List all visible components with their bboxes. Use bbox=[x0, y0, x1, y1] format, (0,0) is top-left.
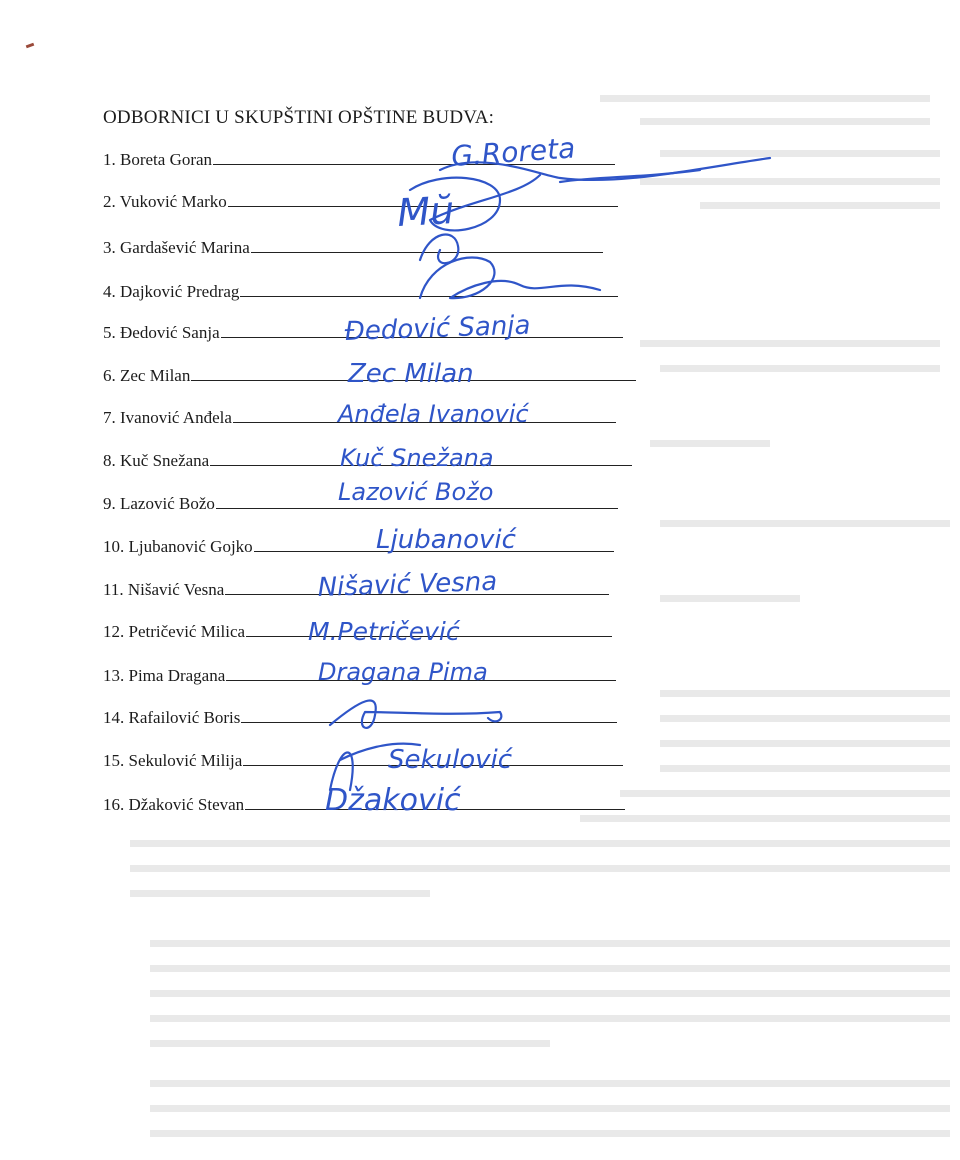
member-name: 3. Gardašević Marina bbox=[103, 238, 250, 257]
member-name: 9. Lazović Božo bbox=[103, 494, 215, 513]
signature-line bbox=[210, 451, 632, 466]
signature-petricevic: M.Petričević bbox=[308, 617, 460, 646]
document-title: ODBORNICI U SKUPŠTINI OPŠTINE BUDVA: bbox=[103, 107, 495, 128]
member-name: 12. Petričević Milica bbox=[103, 622, 246, 641]
member-name: 15. Sekulović Milija bbox=[103, 751, 243, 770]
signature-line bbox=[226, 666, 616, 681]
signature-line bbox=[213, 150, 615, 165]
member-row bbox=[103, 408, 616, 428]
signature-sekulovic: Sekulović bbox=[388, 745, 513, 775]
member-row bbox=[103, 622, 612, 642]
member-name: 1. Boreta Goran bbox=[103, 150, 213, 169]
member-row bbox=[103, 537, 614, 557]
signature-vukovic: Mŭ bbox=[396, 188, 456, 235]
signature-line bbox=[225, 580, 609, 595]
member-row bbox=[103, 238, 603, 258]
signature-lazovic: Lazović Božo bbox=[338, 478, 494, 506]
member-row bbox=[103, 366, 636, 386]
member-row bbox=[103, 451, 632, 471]
member-row bbox=[103, 751, 623, 771]
member-name: 8. Kuč Snežana bbox=[103, 451, 210, 470]
signature-line bbox=[233, 408, 616, 423]
signature-line bbox=[216, 494, 618, 509]
member-row bbox=[103, 666, 616, 686]
signature-ljubanovic: Ljubanović bbox=[376, 525, 516, 555]
member-row bbox=[103, 708, 617, 728]
signature-nisavic: Nišavić Vesna bbox=[317, 566, 498, 603]
signature-boreta: G.Roreta bbox=[450, 131, 577, 173]
member-row bbox=[103, 282, 618, 302]
member-name: 7. Ivanović Anđela bbox=[103, 408, 232, 427]
member-name: 11. Nišavić Vesna bbox=[103, 580, 225, 599]
member-name: 5. Đedović Sanja bbox=[103, 323, 220, 342]
signature-zec: Zec Milan bbox=[348, 359, 474, 389]
signature-line bbox=[240, 282, 618, 297]
signature-line bbox=[228, 192, 618, 207]
member-row bbox=[103, 795, 625, 815]
member-name: 6. Zec Milan bbox=[103, 366, 191, 385]
member-name: 10. Ljubanović Gojko bbox=[103, 537, 253, 556]
signature-pima: Dragana Pima bbox=[318, 658, 488, 686]
member-name: 16. Džaković Stevan bbox=[103, 795, 245, 814]
member-name: 4. Dajković Predrag bbox=[103, 282, 240, 301]
signature-dzakovic: Džaković bbox=[325, 783, 461, 818]
signature-kuc: Kuč Snežana bbox=[340, 444, 494, 472]
signature-line bbox=[254, 537, 614, 552]
signature-line bbox=[246, 622, 612, 637]
member-row bbox=[103, 150, 615, 170]
signature-line bbox=[245, 795, 625, 810]
signature-line bbox=[191, 366, 636, 381]
member-row bbox=[103, 580, 609, 600]
member-row bbox=[103, 323, 623, 343]
signature-line bbox=[251, 238, 603, 253]
signature-line bbox=[241, 708, 617, 723]
signature-dedovic: Đedović Sanja bbox=[344, 310, 531, 347]
member-name: 14. Rafailović Boris bbox=[103, 708, 241, 727]
member-row bbox=[103, 494, 618, 514]
member-row bbox=[103, 192, 618, 212]
signature-line bbox=[221, 323, 623, 338]
member-name: 2. Vuković Marko bbox=[103, 192, 227, 211]
member-name: 13. Pima Dragana bbox=[103, 666, 226, 685]
signature-ivanovic: Anđela Ivanović bbox=[338, 400, 529, 428]
signature-line bbox=[243, 751, 623, 766]
